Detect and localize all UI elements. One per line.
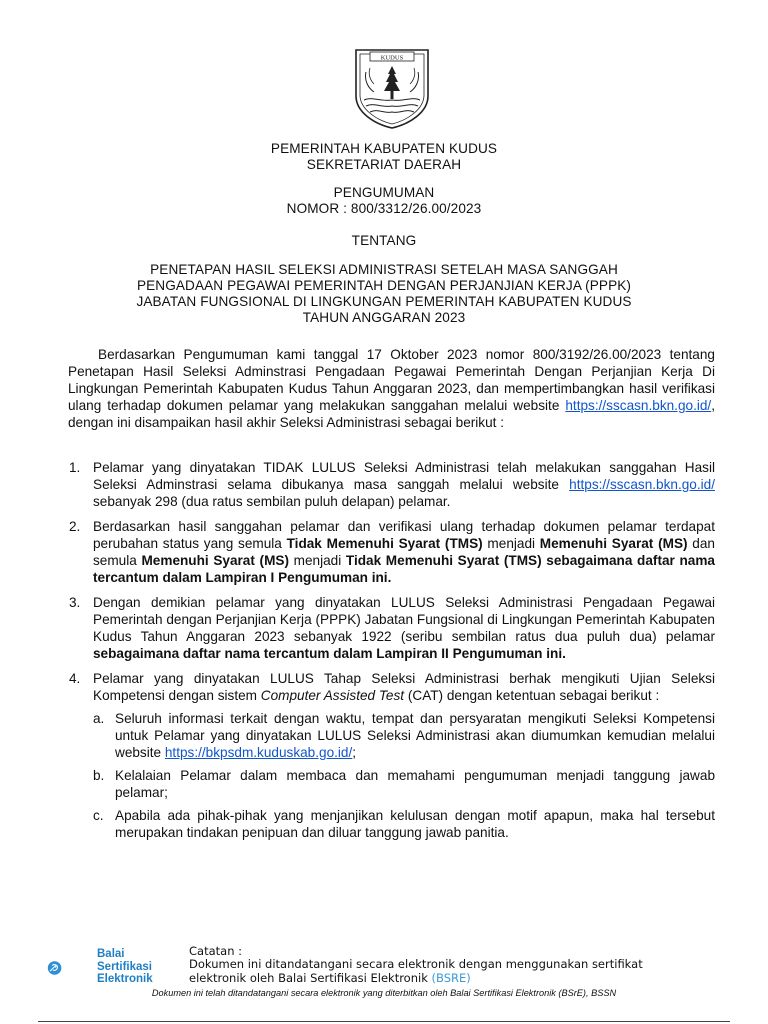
sub-item-text: Seluruh informasi terkait dengan waktu, tempat dan persyaratan mengikuti Seleksi Kompetensi untuk Pelamar yang dinyatakan LULUS Seleksi Administrasi akan diumumkan kemudian melalui website xyxy=(115,711,715,760)
title-line-2: PENGADAAN PEGAWAI PEMERINTAH DENGAN PERJANJIAN KERJA (PPPK) xyxy=(136,278,632,293)
sub-item-text: Apabila ada pihak-pihak yang menjanjikan kelulusan dengan motif apapun, maka hal tersebut merupakan tindakan penipuan dan diluar tanggung jawab panitia. xyxy=(115,808,715,840)
sub-item xyxy=(93,710,715,761)
intro-text: Berdasarkan Pengumuman kami tanggal 17 Oktober 2023 nomor 800/3192/26.00/2023 tentang Penetapan Hasil Seleksi Adminstrasi Pengadaan Pegawai Pemerintah Dengan Perjanjian Kerja Di Lingkungan Pemerintah Kabupaten Kudus Tahun Anggaran 2023, dan mempertimbangkan hasil verifikasi ulang terhadap dokumen pelamar yang melakukan sanggahan melalui website xyxy=(68,347,715,413)
bold-text: Memenuhi Syarat (MS) xyxy=(141,553,289,568)
sub-item xyxy=(93,767,715,801)
sub-item-letter: c. xyxy=(93,808,104,823)
intro-text-end: , dengan ini disampaikan hasil akhir Seleksi Administrasi sebagai berikut : xyxy=(68,398,715,430)
announcement-label: PENGUMUMAN xyxy=(333,185,435,200)
bkpsdm-link[interactable]: https://bkpsdm.kuduskab.go.id/ xyxy=(164,745,353,760)
header-block xyxy=(0,141,768,173)
note-line-1: Dokumen ini ditandatangani secara elektronik dengan menggunakan sertifikat xyxy=(189,957,643,972)
item-text: Berdasarkan hasil sanggahan pelamar dan verifikasi ulang terhadap dokumen pelamar terdapat perubahan status yang semula xyxy=(93,519,715,551)
logo-line-3: Elektronik xyxy=(97,973,153,985)
logo-line-1: Balai xyxy=(97,948,125,960)
sscasn-link[interactable]: https://sscasn.bkn.go.id/ xyxy=(569,477,715,492)
note-line-2: elektronik oleh Balai Sertifikasi Elektronik xyxy=(189,970,432,985)
italic-text: Computer Assisted Test xyxy=(260,688,405,703)
item-text: Dengan demikian pelamar yang dinyatakan LULUS Seleksi Administrasi Pengadaan Pegawai Pemerintah dengan Perjanjian Kerja (PPPK) Jabatan Fungsional di Lingkungan Pemerintah Kabupaten Kudus Tahun Anggaran 2023 sebanyak 1922 (seribu sembilan ratus dua puluh dua) pelamar xyxy=(93,595,715,644)
item-text: (CAT) dengan ketentuan sebagai berikut : xyxy=(404,688,660,703)
logo-line-2: Sertifikasi xyxy=(97,960,152,973)
sub-item-text-end: ; xyxy=(352,745,357,760)
bottom-divider xyxy=(38,1021,730,1022)
title-line-1: PENETAPAN HASIL SELEKSI ADMINISTRASI SETELAH MASA SANGGAH xyxy=(150,262,618,277)
bold-text: Tidak Memenuhi Syarat (TMS) xyxy=(286,536,483,551)
numbered-list xyxy=(68,459,715,841)
sub-item-letter: a. xyxy=(93,711,105,726)
crest-label: KUDUS xyxy=(380,54,404,62)
item-number: 1. xyxy=(69,460,81,475)
item-text: dan semula xyxy=(93,536,715,568)
bold-text: Tidak Memenuhi Syarat (TMS) sebagaimana daftar nama tercantum dalam Lampiran I Pengumuman ini. xyxy=(93,553,715,585)
bsre-logo-icon xyxy=(46,946,96,990)
list-item xyxy=(68,518,715,586)
announcement-block xyxy=(0,185,768,217)
sub-item xyxy=(93,807,715,841)
note-label: Catatan : xyxy=(189,944,243,958)
item-text-end: sebanyak 298 (dua ratus sembilan puluh delapan) pelamar. xyxy=(93,494,451,509)
list-item xyxy=(68,594,715,662)
bold-text: sebagaimana daftar nama tercantum dalam Lampiran II Pengumuman ini. xyxy=(93,646,566,661)
item-text: menjadi xyxy=(289,553,346,568)
item-number: 3. xyxy=(69,595,81,610)
list-item xyxy=(68,459,715,510)
signature-note xyxy=(189,945,643,985)
title-line-3: JABATAN FUNGSIONAL DI LINGKUNGAN PEMERINTAH KABUPATEN KUDUS xyxy=(136,294,632,309)
intro-paragraph xyxy=(68,346,715,431)
bsre-abbrev: (BSRE) xyxy=(431,970,471,985)
announcement-number: NOMOR : 800/3312/26.00/2023 xyxy=(286,201,482,216)
sub-item-text: Kelalaian Pelamar dalam membaca dan memahami pengumuman menjadi tanggung jawab pelamar; xyxy=(115,768,715,800)
list-item xyxy=(68,670,715,841)
sub-item-letter: b. xyxy=(93,768,105,783)
government-name: PEMERINTAH KABUPATEN KUDUS xyxy=(270,141,498,156)
bsre-logo-text xyxy=(97,948,153,986)
title-line-4: TAHUN ANGGARAN 2023 xyxy=(302,310,466,325)
sscasn-link[interactable]: https://sscasn.bkn.go.id/ xyxy=(565,398,712,413)
item-number: 2. xyxy=(69,519,81,534)
item-text: menjadi xyxy=(482,536,540,551)
item-text: Pelamar yang dinyatakan TIDAK LULUS Seleksi Administrasi telah melakukan sanggahan Hasil Seleksi Adminstrasi selama dibukanya masa sanggah melalui website xyxy=(93,460,715,492)
signed-statement: Dokumen ini telah ditandatangani secara elektronik yang diterbitkan oleh Balai Sertifikasi Elektronik (BSrE), BSSN xyxy=(151,988,617,998)
kudus-crest-icon xyxy=(350,44,434,130)
item-number: 4. xyxy=(69,671,81,686)
bold-text: Memenuhi Syarat (MS) xyxy=(539,536,688,551)
office-name: SEKRETARIAT DAERAH xyxy=(306,157,462,172)
item-text: Pelamar yang dinyatakan LULUS Tahap Seleksi Administrasi berhak mengikuti Ujian Seleksi Kompetensi dengan sistem xyxy=(93,671,715,703)
document-title xyxy=(0,262,768,326)
about-label: TENTANG xyxy=(351,233,417,248)
